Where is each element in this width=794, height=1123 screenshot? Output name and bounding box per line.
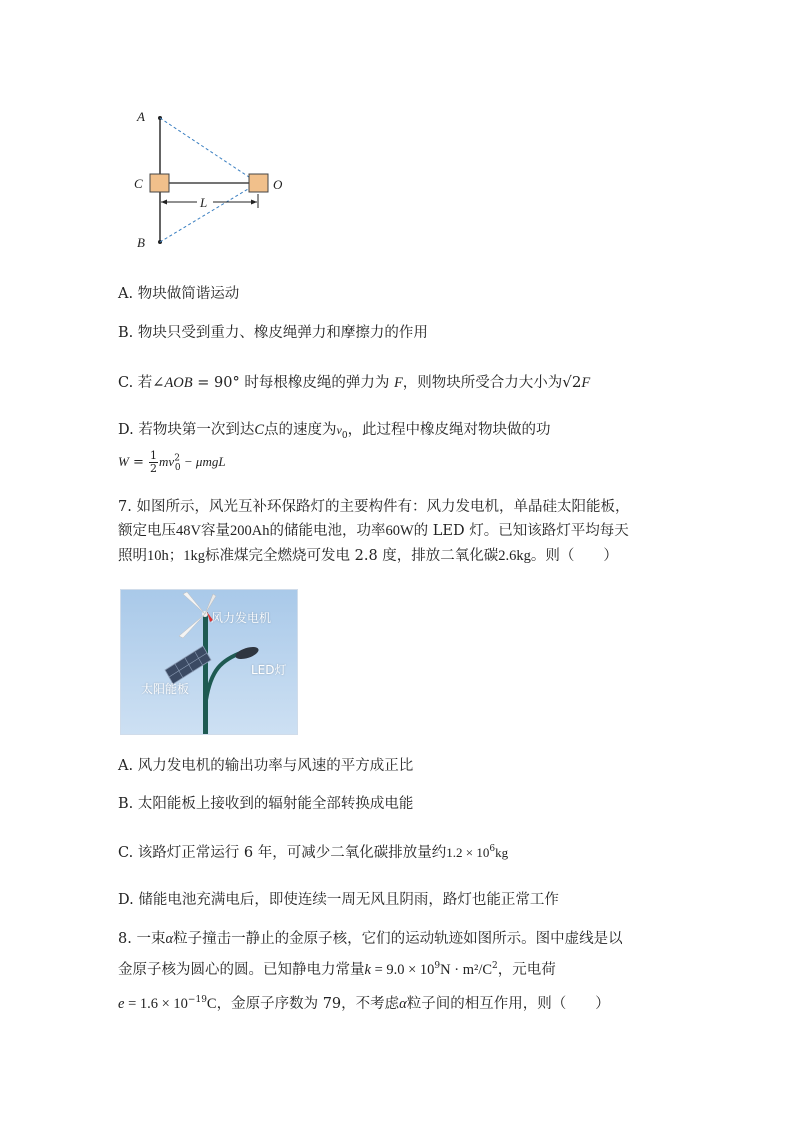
dimension-arrow-left (161, 200, 167, 205)
street-lamp-photo (120, 589, 298, 735)
lamp-power: 60W (385, 523, 414, 539)
q7-line2-c: 的储能电池，功率 (269, 523, 386, 539)
q8-stem-line-3 (118, 994, 610, 1014)
led-lamp-head (234, 645, 260, 662)
q7-stem-line-1: 7. 如图所示，风光互补环保路灯的主要构件有：风力发电机，单晶硅太阳能板， (118, 499, 630, 515)
block-c (150, 174, 169, 192)
q6-option-a: A. 物块做简谐运动 (118, 286, 240, 302)
coal-mass: 1kg (183, 548, 205, 564)
constant-k: k (364, 962, 371, 978)
q6-option-c-prefix: C. 若 (118, 375, 153, 391)
q8-line1-a: 8. 一束 (118, 931, 166, 947)
q8-line3-a: ，金原子序数为 79，不考虑 (216, 996, 400, 1012)
alpha-symbol: α (165, 931, 174, 947)
q7-line2-b: 容量 (200, 523, 230, 539)
q7-stem-line-2 (118, 521, 629, 541)
q8-line1-b: 粒子撞击一静止的金原子核，它们的运动轨迹如图所示。图中虚线是以 (173, 931, 623, 947)
elementary-charge-value: = 1.6 × 10 (124, 996, 188, 1012)
co2-mass: 2.6kg (498, 548, 531, 564)
q8-stem-line-1 (118, 929, 623, 949)
rubber-band-ao (160, 118, 258, 183)
q7-line3-d: 。则（ ） (530, 548, 618, 564)
formula-sub: 0 (174, 462, 181, 473)
force-f-2: F (581, 375, 591, 391)
q6-option-c-mid: 时每根橡皮绳的弹力为 (239, 375, 394, 391)
label-b: B (137, 235, 145, 250)
co2-reduction-value: 1.2 × 10 (446, 845, 490, 860)
fraction-half (149, 450, 158, 475)
rubber-band-diagram (120, 100, 300, 260)
elementary-charge-e: e (118, 996, 125, 1012)
q8-line3-b: 粒子间的相互作用，则（ ） (406, 996, 610, 1012)
q7-line3-b: ； (168, 548, 184, 564)
fraction-denominator: 2 (150, 462, 158, 475)
q7-line3-a: 照明 (118, 548, 147, 564)
formula-tail: − μmgL (180, 454, 226, 469)
label-solar-panel: 太阳能板 (141, 682, 190, 696)
co2-reduction-unit: kg (495, 845, 509, 860)
fraction-numerator: 1 (150, 449, 158, 462)
q7-line2-a: 额定电压 (118, 523, 176, 539)
label-o: O (273, 177, 283, 192)
alpha-symbol-2: α (399, 996, 407, 1012)
elementary-charge-exponent: −19 (187, 995, 207, 1006)
q8-line2-b: ，元电荷 (497, 962, 556, 978)
lamp-pole (203, 612, 208, 734)
formula-w: W (118, 454, 129, 469)
constant-k-unit: N · m²/C (440, 962, 493, 978)
q6-option-d-mid: 点的速度为 (264, 422, 337, 438)
angle-aob: AOB (164, 375, 193, 391)
rated-voltage: 48V (176, 523, 201, 539)
battery-capacity: 200Ah (229, 523, 270, 539)
constant-k-exponent: 9 (434, 961, 441, 972)
q7-option-a: A. 风力发电机的输出功率与风速的平方成正比 (118, 758, 414, 774)
q7-line3-c: 标准煤完全燃烧可发电 2.8 度，排放二氧化碳 (205, 548, 499, 564)
velocity-v0: v (336, 423, 342, 437)
force-f: F (393, 375, 403, 391)
co2-reduction-exponent: 6 (489, 844, 496, 855)
angle-symbol: ∠ (152, 375, 165, 391)
label-led-lamp: LED灯 (251, 663, 287, 677)
q7-stem-line-3 (118, 546, 618, 566)
q7-option-b: B. 太阳能板上接收到的辐射能全部转换成电能 (118, 796, 414, 812)
formula-mv: mv (159, 454, 175, 469)
point-c-ref: C (254, 422, 264, 438)
lamp-arm (206, 652, 243, 700)
q6-option-b: B. 物块只受到重力、橡皮绳弹力和摩擦力的作用 (118, 325, 428, 341)
dimension-arrow-right (251, 200, 257, 205)
q6-option-c (118, 372, 590, 393)
lighting-hours: 10h (147, 548, 169, 564)
label-c: C (134, 176, 143, 191)
constant-k-value: = 9.0 × 10 (370, 962, 435, 978)
q8-line2-a: 金原子核为圆心的圆。已知静电力常量 (118, 962, 365, 978)
q7-option-d: D. 储能电池充满电后，即使连续一周无风且阴雨，路灯也能正常工作 (118, 892, 559, 908)
block-o (249, 174, 268, 192)
q6-option-d (118, 420, 551, 440)
q6-option-c-suffix: ，则物块所受合力大小为 (402, 375, 563, 391)
formula-sup: 2 (174, 453, 180, 464)
label-a: A (137, 109, 145, 124)
elementary-charge-unit: C (206, 996, 217, 1012)
q6-option-d-prefix: D. 若物块第一次到达 (118, 422, 255, 438)
angle-value: = 90° (192, 375, 240, 391)
label-wind-generator: 风力发电机 (211, 611, 272, 625)
formula-eq: = (128, 455, 149, 470)
q7-option-c (118, 843, 508, 863)
rubber-band-bo (160, 183, 258, 242)
q6-option-d-suffix: ，此过程中橡皮绳对物块做的功 (347, 422, 551, 438)
sqrt-two: √2 (562, 373, 582, 391)
work-formula (118, 450, 226, 475)
q7-option-c-prefix: C. 该路灯正常运行 6 年，可减少二氧化碳排放量约 (118, 845, 447, 861)
velocity-v0-sub: 0 (341, 430, 348, 441)
q8-stem-line-2 (118, 960, 556, 980)
q7-line2-d: 的 LED 灯。已知该路灯平均每天 (413, 523, 629, 539)
label-l: L (200, 195, 208, 210)
constant-k-unit-exponent: 2 (492, 961, 498, 972)
